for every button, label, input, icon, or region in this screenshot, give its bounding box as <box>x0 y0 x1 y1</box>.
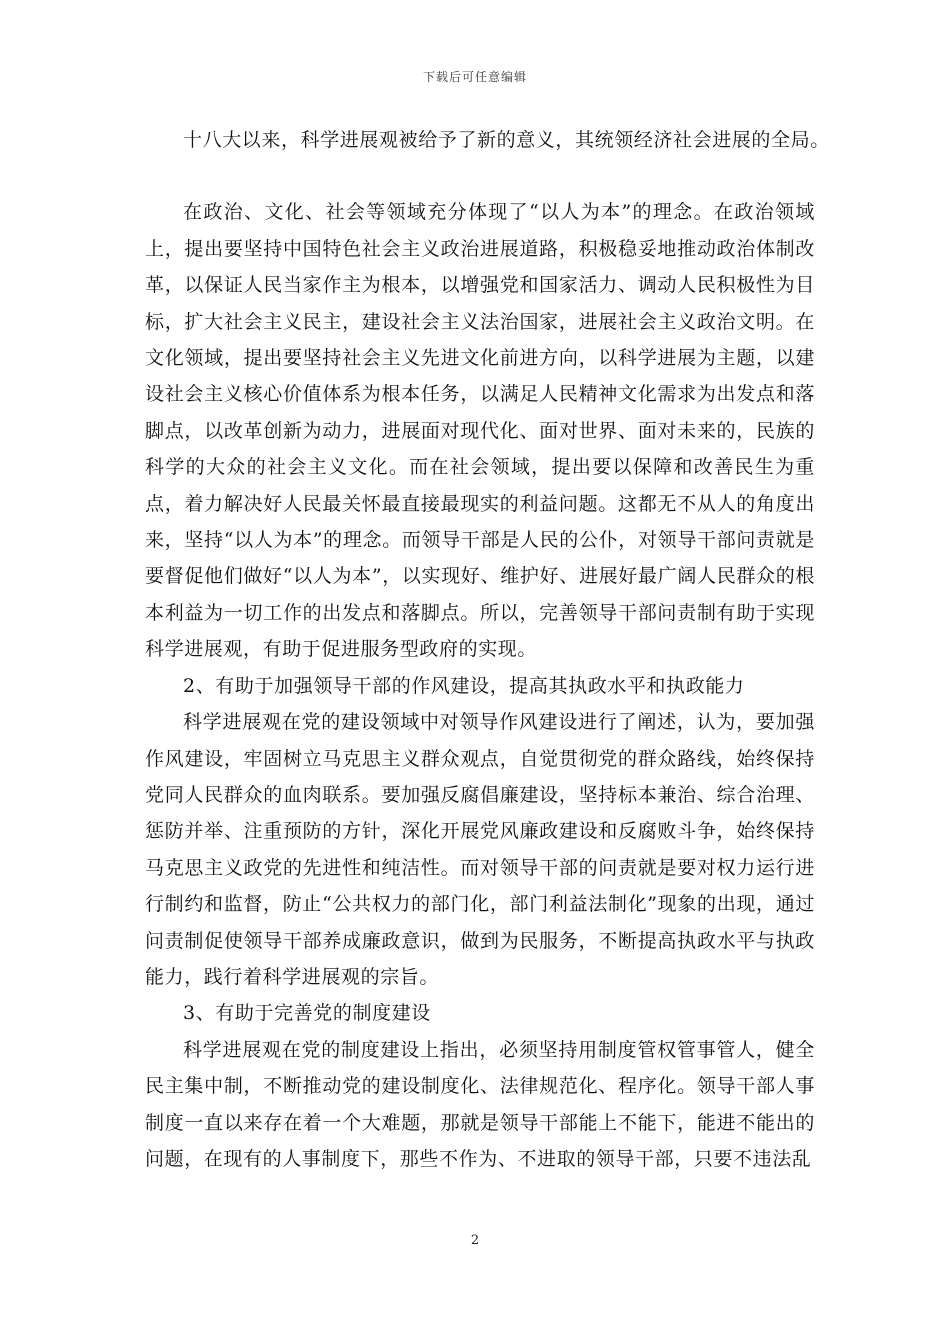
page-number: 2 <box>470 1233 480 1248</box>
section-heading-2: 2、有助于加强领导干部的作风建设，提高其执政水平和执政能力 <box>183 674 745 697</box>
paragraph-people-oriented: 在政治、文化、社会等领域充分体现了“以人为本”的理念。在政治领域上，提出要坚持中国特色社会主义政治进展道路，积极稳妥地推动政治体制改革，以保证人民当家作主为根本，以增强党和国家活力、调动人民积极性为目标，扩大社会主义民主，建设社会主义法治国家，进展社会主义政治文明。在文化领域，提出要坚持社会主义先进文化前进方向，以科学进展为主题，以建设社会主义核心价值体系为根本任务，以满足人民精神文化需求为出发点和落脚点，以改革创新为动力，进展面对现代化、面对世界、面对未来的，民族的科学的大众的社会主义文化。而在社会领域，提出要以保障和改善民生为重点，着力解决好人民最关怀最直接最现实的利益问题。这都无不从人的角度出来，坚持“以人为本”的理念。而领导干部是人民的公仆，对领导干部问责就是要督促他们做好“以人为本”，以实现好、维护好、进展好最广阔人民群众的根本利益为一切工作的出发点和落脚点。所以，完善领导干部问责制有助于实现科学进展观，有助于促进服务型政府的实现。 <box>145 201 815 661</box>
paragraph-institution: 科学进展观在党的制度建设上指出，必须坚持用制度管权管事管人，健全民主集中制，不断推动党的建设制度化、法律规范化、程序化。领导干部人事制度一直以来存在着一个大难题，那就是领导干部能上不能下，能进不能出的问题，在现有的人事制度下，那些不作为、不进取的领导干部，只要不违法乱 <box>145 1038 815 1170</box>
document-body <box>145 122 830 1177</box>
paragraph-intro: 十八大以来，科学进展观被给予了新的意义，其统领经济社会进展的全局。 <box>183 129 830 151</box>
section-heading-3: 3、有助于完善党的制度建设 <box>183 1002 431 1025</box>
paragraph-work-style: 科学进展观在党的建设领域中对领导作风建设进行了阐述，认为，要加强作风建设，牢固树立马克思主义群众观点，自觉贯彻党的群众路线，始终保持党同人民群众的血肉联系。要加强反腐倡廉建设，坚持标本兼治、综合治理、惩防并举、注重预防的方针，深化开展党风廉政建设和反腐败斗争，始终保持马克思主义政党的先进性和纯洁性。而对领导干部的问责就是要对权力运行进行制约和监督，防止“公共权力的部门化，部门利益法制化”现象的出现，通过问责制促使领导干部养成廉政意识，做到为民服务，不断提高执政水平与执政能力，践行着科学进展观的宗旨。 <box>145 711 815 988</box>
page-header: 下载后可任意编辑 <box>422 70 527 84</box>
